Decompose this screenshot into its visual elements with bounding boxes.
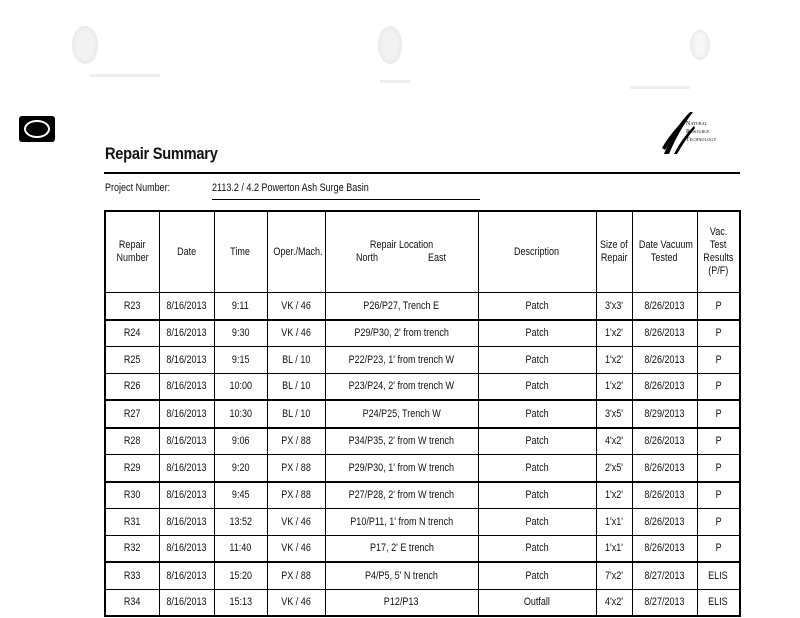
cell-vac-result: P <box>697 293 740 320</box>
cell-vac-result: P <box>697 373 740 400</box>
logo-line: Technology <box>686 137 717 143</box>
page-title: Repair Summary <box>105 144 218 163</box>
cell-description: Patch <box>478 293 596 320</box>
cell-repair-number: R26 <box>105 373 159 400</box>
cell-vac-result: P <box>697 428 740 455</box>
cell-size: 1'x2' <box>596 373 632 400</box>
table-row <box>105 455 740 482</box>
cell-date: 8/16/2013 <box>159 320 214 347</box>
repair-summary-table <box>104 210 741 617</box>
table-row <box>105 293 740 320</box>
cell-repair-number: R34 <box>105 589 159 616</box>
cell-description: Patch <box>478 535 596 562</box>
table-row <box>105 589 740 616</box>
cell-size: 4'x2' <box>596 428 632 455</box>
cell-description: Patch <box>478 428 596 455</box>
cell-repair-location: P26/P27, Trench E <box>325 293 478 320</box>
binder-hole-icon <box>19 116 55 142</box>
cell-date: 8/16/2013 <box>159 589 214 616</box>
cell-description: Patch <box>478 320 596 347</box>
table-row <box>105 535 740 562</box>
cell-date: 8/16/2013 <box>159 482 214 509</box>
cell-repair-number: R28 <box>105 428 159 455</box>
cell-description: Outfall <box>478 589 596 616</box>
cell-date-vacuum: 8/27/2013 <box>632 589 697 616</box>
cell-size: 1'x1' <box>596 535 632 562</box>
cell-size: 3'x3' <box>596 293 632 320</box>
cell-vac-result: P <box>697 320 740 347</box>
scan-artifact <box>630 86 690 89</box>
cell-date: 8/16/2013 <box>159 509 214 536</box>
cell-date-vacuum: 8/26/2013 <box>632 509 697 536</box>
header-east: East <box>427 252 446 264</box>
cell-date-vacuum: 8/26/2013 <box>632 535 697 562</box>
cell-oper-mach: VK / 46 <box>267 320 325 347</box>
cell-date: 8/16/2013 <box>159 535 214 562</box>
cell-repair-number: R31 <box>105 509 159 536</box>
cell-vac-result: P <box>697 509 740 536</box>
scan-artifact <box>90 74 160 77</box>
cell-size: 7'x2' <box>596 562 632 589</box>
project-number-label: Project Number: <box>105 182 171 194</box>
title-rule <box>104 172 740 174</box>
project-number-value: 2113.2 / 4.2 Powerton Ash Surge Basin <box>212 182 369 194</box>
cell-date-vacuum: 8/26/2013 <box>632 482 697 509</box>
cell-repair-location: P34/P35, 2' from W trench <box>325 428 478 455</box>
cell-size: 4'x2' <box>596 589 632 616</box>
cell-time: 9:20 <box>214 455 267 482</box>
cell-size: 1'x2' <box>596 320 632 347</box>
cell-time: 10:30 <box>214 400 267 428</box>
cell-vac-result: P <box>697 482 740 509</box>
cell-vac-result: P <box>697 347 740 374</box>
cell-repair-location: P24/P25, Trench W <box>325 400 478 428</box>
table-header-row <box>105 211 740 293</box>
cell-date-vacuum: 8/26/2013 <box>632 320 697 347</box>
cell-description: Patch <box>478 455 596 482</box>
cell-time: 9:06 <box>214 428 267 455</box>
company-logo-text <box>686 120 717 144</box>
cell-oper-mach: VK / 46 <box>267 293 325 320</box>
cell-time: 9:15 <box>214 347 267 374</box>
header-size: Size of Repair <box>596 211 632 293</box>
table-row <box>105 347 740 374</box>
cell-oper-mach: BL / 10 <box>267 400 325 428</box>
cell-repair-number: R23 <box>105 293 159 320</box>
cell-date: 8/16/2013 <box>159 562 214 589</box>
cell-vac-result: P <box>697 455 740 482</box>
punch-hole-right <box>690 30 710 60</box>
table-row <box>105 509 740 536</box>
cell-repair-location: P29/P30, 1' from W trench <box>325 455 478 482</box>
cell-repair-location: P22/P23, 1' from trench W <box>325 347 478 374</box>
cell-time: 11:40 <box>214 535 267 562</box>
cell-oper-mach: PX / 88 <box>267 455 325 482</box>
cell-description: Patch <box>478 373 596 400</box>
cell-date-vacuum: 8/26/2013 <box>632 428 697 455</box>
cell-repair-location: P27/P28, 2' from W trench <box>325 482 478 509</box>
cell-oper-mach: VK / 46 <box>267 589 325 616</box>
cell-repair-location: P17, 2' E trench <box>325 535 478 562</box>
cell-vac-result: P <box>697 400 740 428</box>
cell-repair-number: R29 <box>105 455 159 482</box>
cell-repair-number: R32 <box>105 535 159 562</box>
cell-date: 8/16/2013 <box>159 347 214 374</box>
cell-oper-mach: PX / 88 <box>267 482 325 509</box>
cell-time: 15:13 <box>214 589 267 616</box>
table-row <box>105 482 740 509</box>
cell-time: 9:30 <box>214 320 267 347</box>
cell-date-vacuum: 8/26/2013 <box>632 347 697 374</box>
cell-date-vacuum: 8/26/2013 <box>632 373 697 400</box>
logo-line: Natural <box>686 121 708 127</box>
cell-description: Patch <box>478 509 596 536</box>
cell-oper-mach: PX / 88 <box>267 428 325 455</box>
cell-date-vacuum: 8/26/2013 <box>632 293 697 320</box>
cell-repair-number: R30 <box>105 482 159 509</box>
cell-oper-mach: VK / 46 <box>267 535 325 562</box>
cell-date: 8/16/2013 <box>159 293 214 320</box>
cell-description: Patch <box>478 400 596 428</box>
cell-repair-location: P29/P30, 2' from trench <box>325 320 478 347</box>
cell-size: 2'x5' <box>596 455 632 482</box>
cell-oper-mach: BL / 10 <box>267 347 325 374</box>
cell-time: 15:20 <box>214 562 267 589</box>
cell-description: Patch <box>478 562 596 589</box>
header-vac-results: Vac. Test Results (P/F) <box>697 211 740 293</box>
project-underline <box>212 199 480 200</box>
cell-date: 8/16/2013 <box>159 400 214 428</box>
cell-time: 9:45 <box>214 482 267 509</box>
header-north: North <box>355 252 378 264</box>
table-row <box>105 428 740 455</box>
cell-size: 1'x1' <box>596 509 632 536</box>
table-row <box>105 562 740 589</box>
cell-time: 13:52 <box>214 509 267 536</box>
header-date: Date <box>159 211 214 293</box>
punch-hole-left <box>72 26 98 64</box>
cell-oper-mach: PX / 88 <box>267 562 325 589</box>
cell-vac-result: ELIS <box>697 562 740 589</box>
cell-repair-location: P12/P13 <box>325 589 478 616</box>
table-row <box>105 373 740 400</box>
header-repair-number: Repair Number <box>105 211 159 293</box>
cell-oper-mach: VK / 46 <box>267 509 325 536</box>
punch-hole-center <box>378 26 402 64</box>
cell-vac-result: ELIS <box>697 589 740 616</box>
cell-date-vacuum: 8/29/2013 <box>632 400 697 428</box>
cell-repair-location: P10/P11, 1' from N trench <box>325 509 478 536</box>
cell-date: 8/16/2013 <box>159 373 214 400</box>
header-time: Time <box>214 211 267 293</box>
cell-time: 10:00 <box>214 373 267 400</box>
cell-repair-number: R33 <box>105 562 159 589</box>
cell-description: Patch <box>478 347 596 374</box>
cell-size: 1'x2' <box>596 347 632 374</box>
cell-repair-location: P4/P5, 5' N trench <box>325 562 478 589</box>
cell-date: 8/16/2013 <box>159 455 214 482</box>
cell-size: 1'x2' <box>596 482 632 509</box>
header-repair-location: Repair Location North East <box>325 211 478 293</box>
cell-date-vacuum: 8/26/2013 <box>632 455 697 482</box>
cell-repair-number: R24 <box>105 320 159 347</box>
cell-repair-number: R27 <box>105 400 159 428</box>
cell-time: 9:11 <box>214 293 267 320</box>
header-description: Description <box>478 211 596 293</box>
header-oper-mach: Oper./Mach. <box>267 211 325 293</box>
table-row <box>105 320 740 347</box>
table-row <box>105 400 740 428</box>
cell-date-vacuum: 8/27/2013 <box>632 562 697 589</box>
header-date-vacuum: Date Vacuum Tested <box>632 211 697 293</box>
cell-repair-number: R25 <box>105 347 159 374</box>
cell-date: 8/16/2013 <box>159 428 214 455</box>
cell-repair-location: P23/P24, 2' from trench W <box>325 373 478 400</box>
cell-vac-result: P <box>697 535 740 562</box>
logo-line: Resource <box>686 129 710 135</box>
cell-description: Patch <box>478 482 596 509</box>
cell-oper-mach: BL / 10 <box>267 373 325 400</box>
cell-size: 3'x5' <box>596 400 632 428</box>
scan-artifact <box>380 80 410 83</box>
